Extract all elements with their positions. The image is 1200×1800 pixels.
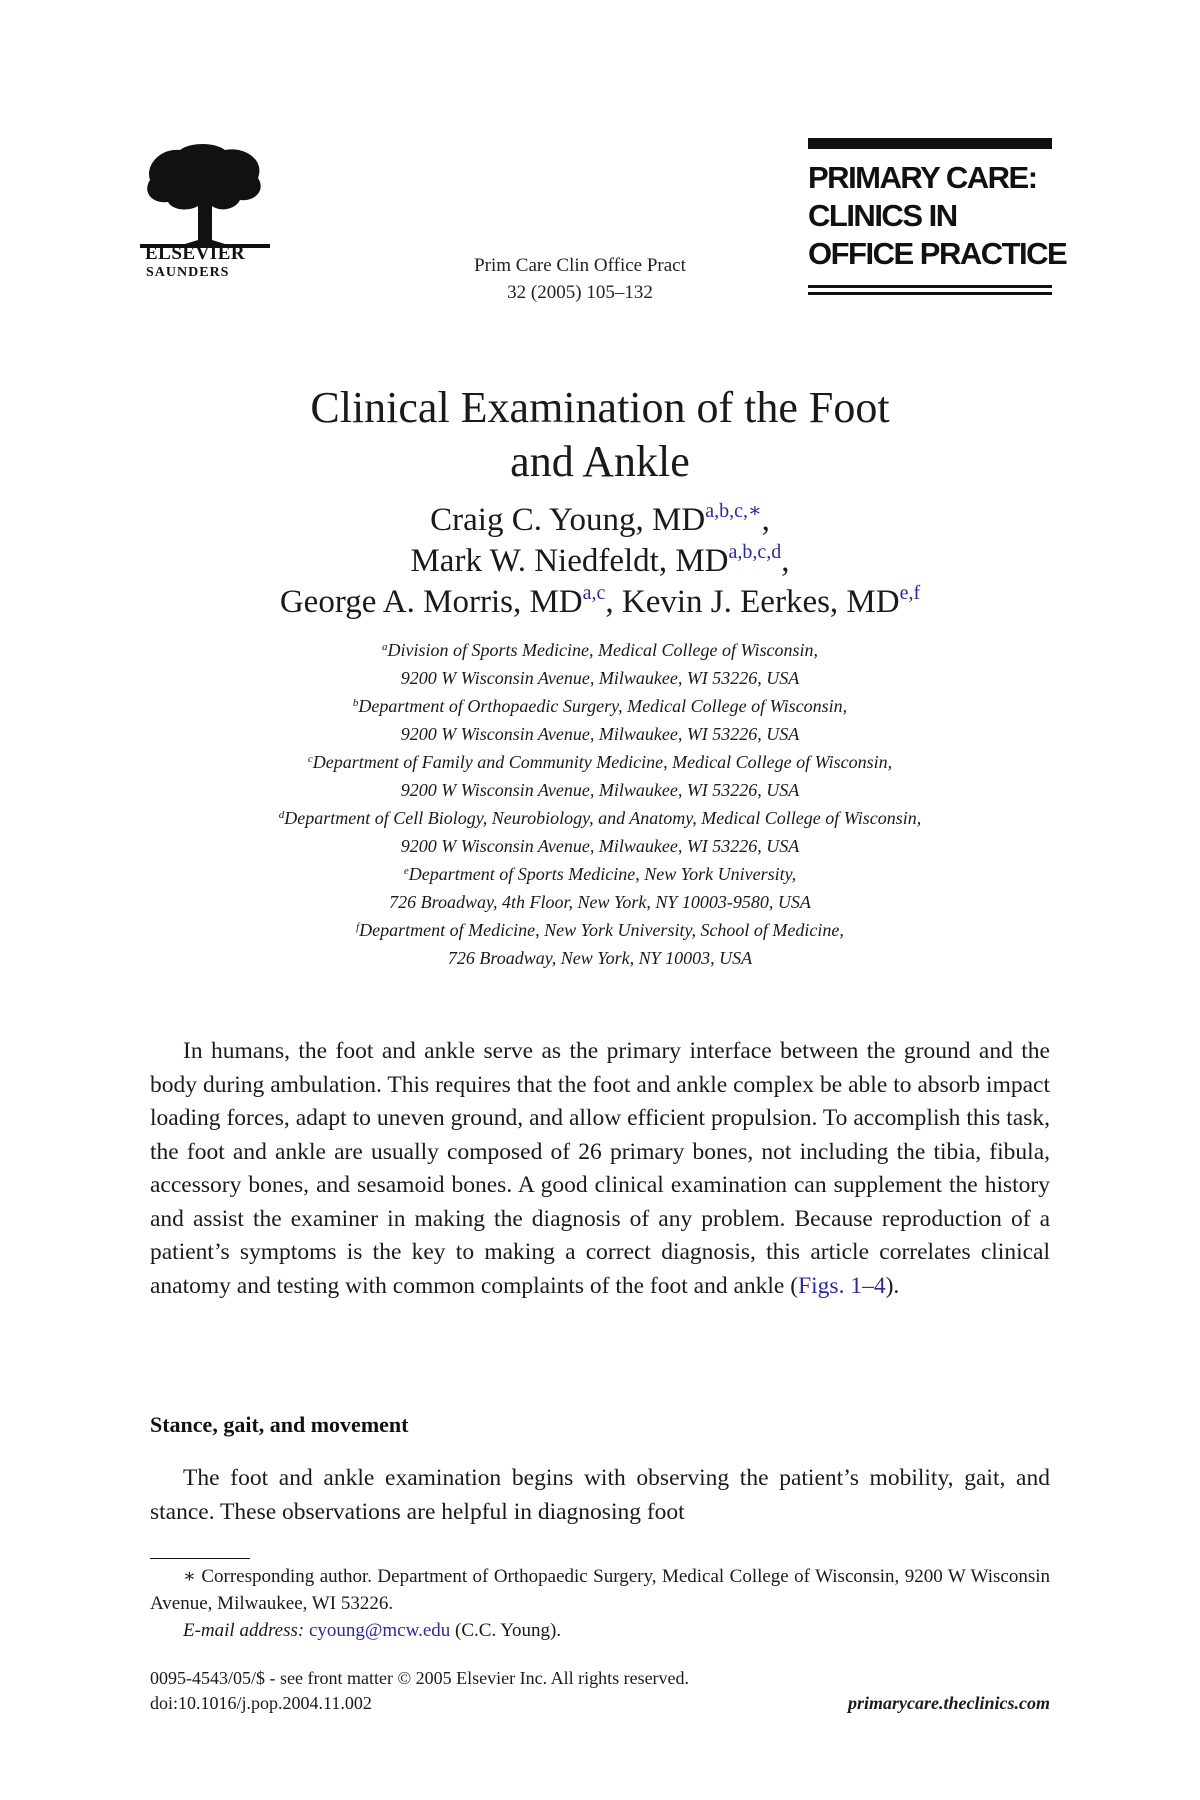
affiliation-marker: e [403,865,409,877]
email-link[interactable]: cyoung@mcw.edu [308,1620,451,1641]
publisher-name: ELSEVIER [145,243,246,264]
journal-brand-title [808,159,1067,273]
tree-icon [140,140,270,250]
affiliation-text: Department of Orthopaedic Surgery, Medical College of Wisconsin, [358,696,848,716]
corresponding-author-note [150,1563,1050,1617]
author-sep: , [781,543,790,579]
article-title [150,381,1050,489]
corresponding-text: ∗ Corresponding author. Department of Orthopaedic Surgery, Medical College of Wisconsin, 9200 W Wisconsin Avenue, Milwaukee, WI 53226. [150,1566,1050,1614]
affiliation-text: Department of Family and Community Medicine, Medical College of Wisconsin, [312,752,893,772]
email-label: E-mail address: [183,1620,305,1641]
volume-pages: 32 (2005) 105–132 [507,282,653,303]
brand-bottom-rule [808,292,1052,295]
affiliation-address: 9200 W Wisconsin Avenue, Milwaukee, WI 53226, USA [400,836,800,856]
email-line [150,1617,1050,1644]
journal-citation [430,252,730,306]
footnote [150,1563,1050,1644]
author-sep: , [761,502,770,538]
brand-line: CLINICS IN [808,198,957,233]
affiliation-marker: d [278,809,285,821]
affiliation-marker: a [382,641,388,653]
journal-abbrev: Prim Care Clin Office Pract [474,255,686,276]
affiliation-line [150,636,1050,664]
affiliation-marker: f [356,921,360,933]
affiliation-text: Department of Sports Medicine, New York University, [408,864,797,884]
affiliation-line [150,916,1050,944]
affiliation-address: 9200 W Wisconsin Avenue, Milwaukee, WI 53226, USA [400,668,800,688]
journal-website[interactable]: primarycare.theclinics.com [848,1693,1050,1713]
section-text: The foot and ankle examination begins with observing the patient’s mobility, gait, and stance. These observations are helpful in diagnosing foot [150,1465,1050,1525]
affiliation-text: Department of Cell Biology, Neurobiology, and Anatomy, Medical College of Wisconsin, [284,808,922,828]
affiliation-line [150,860,1050,888]
author-affil-link[interactable]: e,f [899,582,921,604]
section-paragraph [150,1462,1050,1529]
brand-top-rule [808,138,1052,149]
footnote-rule [150,1558,250,1559]
section-heading: Stance, gait, and movement [150,1412,409,1437]
author-name: Mark W. Niedfeldt, MD [410,543,729,579]
affiliation-list [150,636,1050,972]
publisher-imprint: SAUNDERS [146,265,230,280]
affiliation-line [150,692,1050,720]
affiliation-line [150,804,1050,832]
brand-line: PRIMARY CARE: [808,160,1037,195]
author-name: George A. Morris, MD [279,584,583,620]
author-affil-link[interactable]: a,b,c,d [728,541,782,563]
intro-text: In humans, the foot and ankle serve as the primary interface between the ground and the body during ambulation. This requires that the foot and ankle complex be able to absorb impact loading forces, adapt to uneven ground, and allow efficient propulsion. To accomplish this task, the foot and ankle are usually composed of 26 primary bones, not including the tibia, fibula, accessory bones, and sesamoid bones. A good clinical examination can supplement the history and assist the examiner in making the diagnosis of any problem. Because reproduction of a patient’s symptoms is the key to making a correct diagnosis, this article correlates clinical anatomy and testing with common complaints of the foot and ankle ( [150,1038,1050,1299]
email-suffix: (C.C. Young). [450,1620,562,1641]
affiliation-address: 726 Broadway, 4th Floor, New York, NY 10003-9580, USA [389,892,811,912]
author-line [150,541,1050,582]
author-affil-link[interactable]: a,c [582,582,606,604]
affiliation-marker: b [352,697,359,709]
affiliation-line [150,748,1050,776]
copyright-notice: 0095-4543/05/$ - see front matter © 2005 Elsevier Inc. All rights reserved. [150,1668,690,1688]
doi: doi:10.1016/j.pop.2004.11.002 [150,1693,372,1713]
figure-link[interactable]: Figs. 1–4 [798,1272,886,1299]
author-name: Craig C. Young, MD [430,502,706,538]
journal-brand [808,138,1067,295]
author-affil-link[interactable]: a,b,c,∗ [705,500,762,522]
affiliation-address: 726 Broadway, New York, NY 10003, USA [447,948,753,968]
title-line: Clinical Examination of the Foot [310,383,890,432]
author-list [150,500,1050,623]
affiliation-text: Division of Sports Medicine, Medical College of Wisconsin, [387,640,818,660]
affiliation-address: 9200 W Wisconsin Avenue, Milwaukee, WI 53226, USA [400,780,800,800]
affiliation-address: 9200 W Wisconsin Avenue, Milwaukee, WI 53226, USA [400,724,800,744]
affiliation-text: Department of Medicine, New York University, School of Medicine, [359,920,844,940]
intro-end: ). [885,1272,900,1299]
brand-bottom-rule [808,285,1052,288]
intro-paragraph [150,1035,1050,1303]
brand-line: OFFICE PRACTICE [808,236,1067,271]
author-line [150,500,1050,541]
affiliation-marker: c [307,753,313,765]
author-name: Kevin J. Eerkes, MD [621,584,900,620]
author-line [150,582,1050,623]
author-sep: , [605,584,614,620]
title-line: and Ankle [510,437,690,486]
